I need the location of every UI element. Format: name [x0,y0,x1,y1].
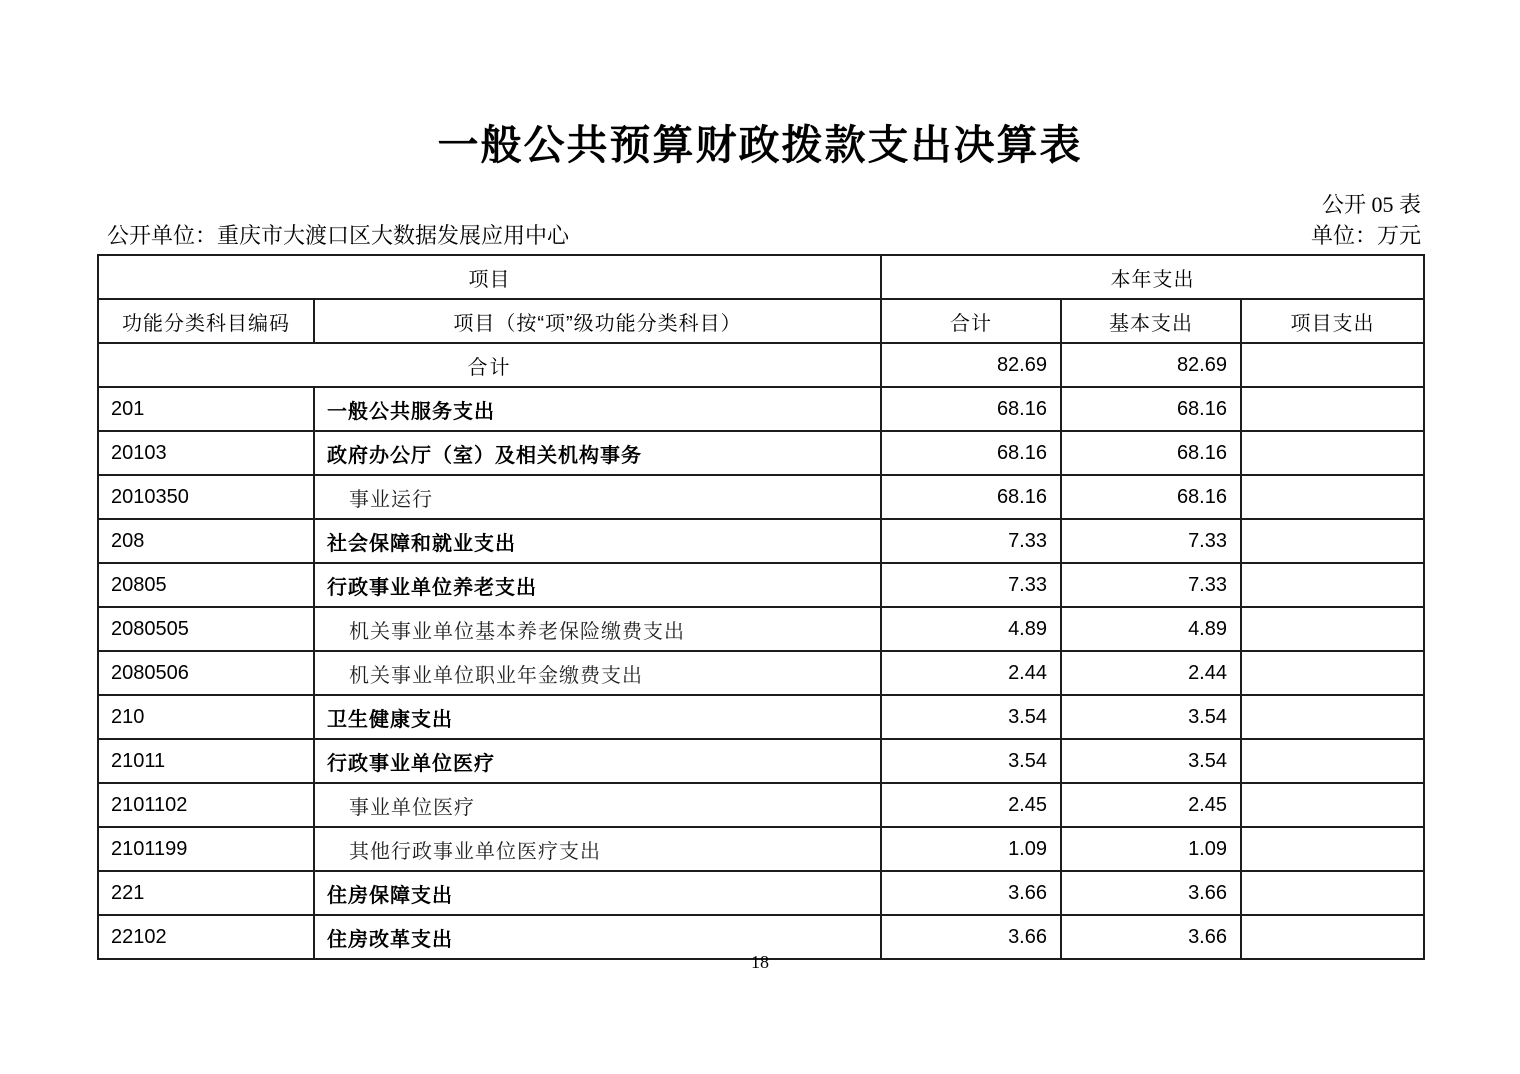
function-code-cell: 22102 [98,915,314,959]
project-expenditure-cell [1241,739,1424,783]
table-row [98,475,1424,519]
basic-expenditure-cell: 3.66 [1061,871,1241,915]
item-name-cell: 事业运行 [314,475,881,519]
item-name-cell: 一般公共服务支出 [314,387,881,431]
total-cell: 68.16 [881,431,1061,475]
header-function-code: 功能分类科目编码 [98,299,314,343]
function-code-cell: 2080505 [98,607,314,651]
total-cell: 3.54 [881,695,1061,739]
function-code-cell: 2101102 [98,783,314,827]
project-expenditure-cell [1241,607,1424,651]
basic-expenditure-cell: 3.54 [1061,695,1241,739]
item-name-cell: 事业单位医疗 [314,783,881,827]
grand-total-total-cell: 82.69 [881,343,1061,387]
basic-expenditure-cell: 7.33 [1061,519,1241,563]
basic-expenditure-cell: 68.16 [1061,475,1241,519]
table-row [98,387,1424,431]
project-expenditure-cell [1241,563,1424,607]
header-group-row [98,255,1424,299]
basic-expenditure-cell: 2.45 [1061,783,1241,827]
total-cell: 1.09 [881,827,1061,871]
function-code-cell: 221 [98,871,314,915]
page-title: 一般公共预算财政拨款支出决算表 [437,122,1083,168]
table-row [98,783,1424,827]
item-name-cell: 政府办公厅（室）及相关机构事务 [314,431,881,475]
total-cell: 2.44 [881,651,1061,695]
header-project-group: 项目 [98,255,881,299]
table-row [98,607,1424,651]
table-row [98,431,1424,475]
item-name-cell: 住房保障支出 [314,871,881,915]
total-cell: 2.45 [881,783,1061,827]
project-expenditure-cell [1241,519,1424,563]
function-code-cell: 2010350 [98,475,314,519]
budget-table [97,254,1425,960]
basic-expenditure-cell: 68.16 [1061,387,1241,431]
meta-row [107,219,1421,250]
function-code-cell: 210 [98,695,314,739]
function-code-cell: 20805 [98,563,314,607]
item-name-cell: 住房改革支出 [314,915,881,959]
item-name-cell: 其他行政事业单位医疗支出 [314,827,881,871]
table-row [98,519,1424,563]
page-number: 18 [751,952,769,972]
item-name-cell: 机关事业单位基本养老保险缴费支出 [314,607,881,651]
project-expenditure-cell [1241,387,1424,431]
project-expenditure-cell [1241,695,1424,739]
basic-expenditure-cell: 4.89 [1061,607,1241,651]
table-row [98,695,1424,739]
header-item: 项目（按“项”级功能分类科目） [314,299,881,343]
header-project-expenditure: 项目支出 [1241,299,1424,343]
table-row [98,563,1424,607]
header-basic-expenditure: 基本支出 [1061,299,1241,343]
grand-total-label: 合计 [98,343,881,387]
table-row [98,739,1424,783]
total-cell: 68.16 [881,475,1061,519]
total-cell: 3.54 [881,739,1061,783]
function-code-cell: 2080506 [98,651,314,695]
grand-total-row [98,343,1424,387]
item-name-cell: 行政事业单位医疗 [314,739,881,783]
publish-unit-label: 公开单位：重庆市大渡口区大数据发展应用中心 [107,223,570,248]
item-name-cell: 社会保障和就业支出 [314,519,881,563]
header-current-year-group: 本年支出 [881,255,1424,299]
project-expenditure-cell [1241,651,1424,695]
project-expenditure-cell [1241,783,1424,827]
project-expenditure-cell [1241,871,1424,915]
total-cell: 4.89 [881,607,1061,651]
item-name-cell: 行政事业单位养老支出 [314,563,881,607]
total-cell: 7.33 [881,563,1061,607]
unit-label: 单位：万元 [1310,223,1421,248]
basic-expenditure-cell: 2.44 [1061,651,1241,695]
table-body [98,343,1424,959]
basic-expenditure-cell: 1.09 [1061,827,1241,871]
item-name-cell: 卫生健康支出 [314,695,881,739]
basic-expenditure-cell: 3.66 [1061,915,1241,959]
total-cell: 3.66 [881,915,1061,959]
basic-expenditure-cell: 3.54 [1061,739,1241,783]
table-row [98,827,1424,871]
table-row [98,651,1424,695]
grand-total-basic-cell: 82.69 [1061,343,1241,387]
function-code-cell: 208 [98,519,314,563]
grand-total-project-cell [1241,343,1424,387]
project-expenditure-cell [1241,431,1424,475]
table-row [98,871,1424,915]
project-expenditure-cell [1241,827,1424,871]
function-code-cell: 201 [98,387,314,431]
total-cell: 68.16 [881,387,1061,431]
function-code-cell: 21011 [98,739,314,783]
table-code-label: 公开 05 表 [1321,192,1421,217]
header-columns-row [98,299,1424,343]
item-name-cell: 机关事业单位职业年金缴费支出 [314,651,881,695]
basic-expenditure-cell: 68.16 [1061,431,1241,475]
header-total: 合计 [881,299,1061,343]
function-code-cell: 2101199 [98,827,314,871]
function-code-cell: 20103 [98,431,314,475]
total-cell: 3.66 [881,871,1061,915]
basic-expenditure-cell: 7.33 [1061,563,1241,607]
total-cell: 7.33 [881,519,1061,563]
project-expenditure-cell [1241,475,1424,519]
table-header [98,255,1424,343]
